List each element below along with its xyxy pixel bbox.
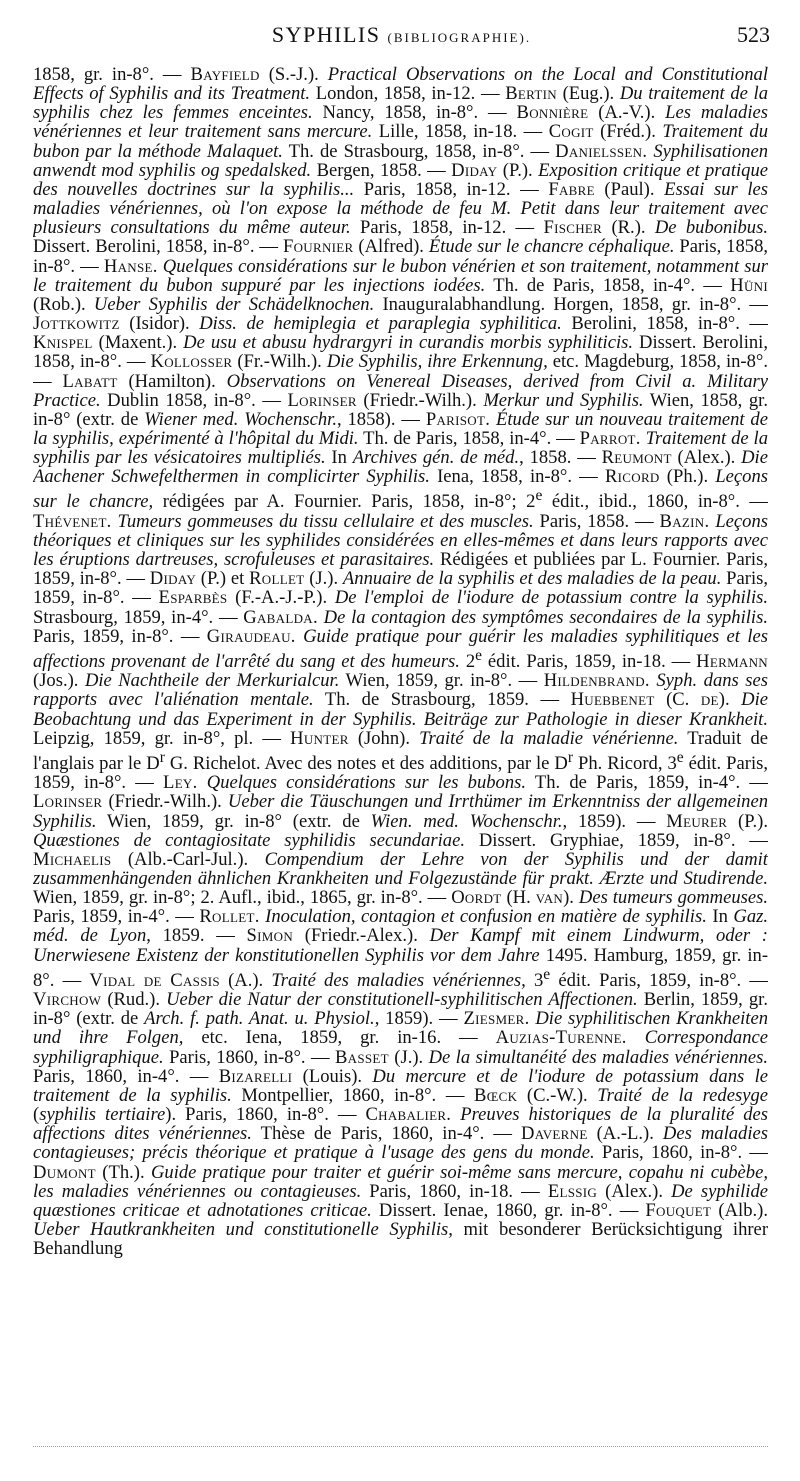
footer-rule xyxy=(33,1446,768,1447)
running-head-title: SYPHILIS xyxy=(271,22,381,47)
running-head xyxy=(33,22,770,48)
bibliography-paragraph: 1858, gr. in-8°. — Bayfield (S.-J.). Practical Observations on the Local and Constitutional Effects of Syphilis and its Treatment. London, 1858, in-12. — Bertin (Eug.). Du traitement de la syphilis chez les femmes enceintes. Nancy, 1858, in-8°. — Bonnière (A.-V.). Les maladies vénériennes et leur traitement sans mercure. Lille, 1858, in-18. — Cogit (Fréd.). Traitement du bubon par la méthode Malaquet. Th. de Strasbourg, 1858, in-8°. — Danielssen. Syphilisationen anwendt mod syphilis og spedalsked. Bergen, 1858. — Diday (P.). Exposition critique et pratique des nouvelles doctrines sur la syphilis... Paris, 1858, in-12. — Fabre (Paul). Essai sur les maladies vénériennes, où l'on expose la méthode de feu M. Petit dans leur traitement avec plusieurs consultations du même auteur. Paris, 1858, in-12. — Fischer (R.). De bubonibus. Dissert. Berolini, 1858, in-8°. — Fournier (Alfred). Étude sur le chancre céphalique. Paris, 1858, in-8°. — Hanse. Quelques considérations sur le bubon vénérien et son traitement, notamment sur le traitement du bubon suppuré par les injections iodées. Th. de Paris, 1858, in-4°. — Hüni (Rob.). Ueber Syphilis der Schädelknochen. Inauguralabhandlung. Horgen, 1858, gr. in-8°. — Jottkowitz (Isidor). Diss. de hemiplegia et paraplegia syphilitica. Berolini, 1858, in-8°. — Knispel (Maxent.). De usu et abusu hydrargyri in curandis morbis syphiliticis. Dissert. Berolini, 1858, in-8°. — Kollosser (Fr.-Wilh.). Die Syphilis, ihre Erkennung, etc. Magdeburg, 1858, in-8°. — Labatt (Hamilton). Observations on Venereal Diseases, derived from Civil a. Military Practice. Dublin 1858, in-8°. — Lorinser (Friedr.-Wilh.). Merkur und Syphilis. Wien, 1858, gr. in-8° (extr. de Wiener med. Wochenschr., 1858). — Parisot. Étude sur un nouveau traitement de la syphilis, expérimenté à l'hôpital du Midi. Th. de Paris, 1858, in-4°. — Parrot. Traitement de la syphilis par les vésicatoires multipliés. In Archives gén. de méd., 1858. — Reumont (Alex.). Die Aachener Schwefelthermen in complicirter Syphilis. Iena, 1858, in-8°. — Ricord (Ph.). Leçons sur le chancre, rédigées par A. Fournier. Paris, 1858, in-8°; 2e édit., ibid., 1860, in-8°. — Thévenet. Tumeurs gommeuses du tissu cellulaire et des muscles. Paris, 1858. — Bazin. Leçons théoriques et cliniques sur les syphilides considérées en elles-mêmes et dans leurs rapports avec les éruptions dartreuses, scrofuleuses et parasitaires. Rédigées et publiées par L. Fournier. Paris, 1859, in-8°. — Diday (P.) et Rollet (J.). Annuaire de la syphilis et des maladies de la peau. Paris, 1859, in-8°. — Esparbès (F.-A.-J.-P.). De l'emploi de l'iodure de potassium contre la syphilis. Strasbourg, 1859, in-4°. — Gabalda. De la contagion des symptômes secondaires de la syphilis. Paris, 1859, in-8°. — Giraudeau. Guide pratique pour guérir les maladies syphilitiques et les affections provenant de l'arrêté du sang et des humeurs. 2e édit. Paris, 1859, in-18. — Hermann (Jos.). Die Nachtheile der Merkurialcur. Wien, 1859, gr. in-8°. — Hildenbrand. Syph. dans ses rapports avec l'aliénation mentale. Th. de Strasbourg, 1859. — Huebbenet (C. de). Die Beobachtung und das Experiment in der Syphilis. Beiträge zur Pathologie in dieser Krankheit. Leipzig, 1859, gr. in-8°, pl. — Hunter (John). Traité de la maladie vénérienne. Traduit de l'anglais par le $D^r$ G. Richelot. Avec des notes et des additions, par le $D^r$ Ph. Ricord, 3e édit. Paris, 1859, in-8°. — Ley. Quelques considérations sur les bubons. Th. de Paris, 1859, in-4°. — Lorinser (Friedr.-Wilh.). Ueber die Täuschungen und Irrthümer im Erkenntniss der allgemeinen Syphilis. Wien, 1859, gr. in-8° (extr. de Wien. med. Wochenschr., 1859). — Meurer (P.). Quæstiones de contagiositate syphilidis secundariae. Dissert. Gryphiae, 1859, in-8°. — Michaelis (Alb.-Carl-Jul.). Compendium der Lehre von der Syphilis und der damit zusammenhängenden ähnlichen Krankheiten und Folgezustände für prakt. Ærzte und Studirende. Wien, 1859, gr. in-8°; 2. Aufl., ibid., 1865, gr. in-8°. — Oordt (H. van). Des tumeurs gommeuses. Paris, 1859, in-4°. — Rollet. Inoculation, contagion et confusion en matière de syphilis. In Gaz. méd. de Lyon, 1859. — Simon (Friedr.-Alex.). Der Kampf mit einem Lindwurm, oder : Unerwiesene Existenz der konstitutionellen Syphilis vor dem Jahre 1495. Hamburg, 1859, gr. in-8°. — Vidal de Cassis (A.). Traité des maladies vénériennes, 3e édit. Paris, 1859, in-8°. — Virchow (Rud.). Ueber die Natur der constitutionell-syphilitischen Affectionen. Berlin, 1859, gr. in-8° (extr. de Arch. f. path. Anat. u. Physiol., 1859). — Ziesmer. Die syphilitischen Krankheiten und ihre Folgen, etc. Iena, 1859, gr. in-16. — Auzias-Turenne. Correspondance syphiligraphique. Paris, 1860, in-8°. — Basset (J.). De la simultanéité des maladies vénériennes. Paris, 1860, in-4°. — Bizarelli (Louis). Du mercure et de l'iodure de potassium dans le traitement de la syphilis. Montpellier, 1860, in-8°. — Bœck (C.-W.). Traité de la redesyge (syphilis tertiaire). Paris, 1860, in-8°. — Chabalier. Preuves historiques de la pluralité des affections dites vénériennes. Thèse de Paris, 1860, in-4°. — Daverne (A.-L.). Des maladies contagieuses; précis théorique et pratique à l'usage des gens du monde. Paris, 1860, in-8°. — Dumont (Th.). Guide pratique pour traiter et guérir soi-même sans mercure, copahu ni cubèbe, les maladies vénériennes ou contagieuses. Paris, 1860, in-18. — Elssig (Alex.). De syphilide quæstiones criticae et adnotationes criticae. Dissert. Ienae, 1860, gr. in-8°. — Fouquet (Alb.). Ueber Hautkrankheiten und constitutionelle Syphilis, mit besonderer Berücksichtigung ihrer Behandlung xyxy=(33,65,768,1260)
running-head-subtitle: (BIBLIOGRAPHIE). xyxy=(387,30,532,45)
page-header xyxy=(33,22,770,54)
bibliography-text xyxy=(33,65,768,1405)
page-number: 523 xyxy=(737,22,770,47)
